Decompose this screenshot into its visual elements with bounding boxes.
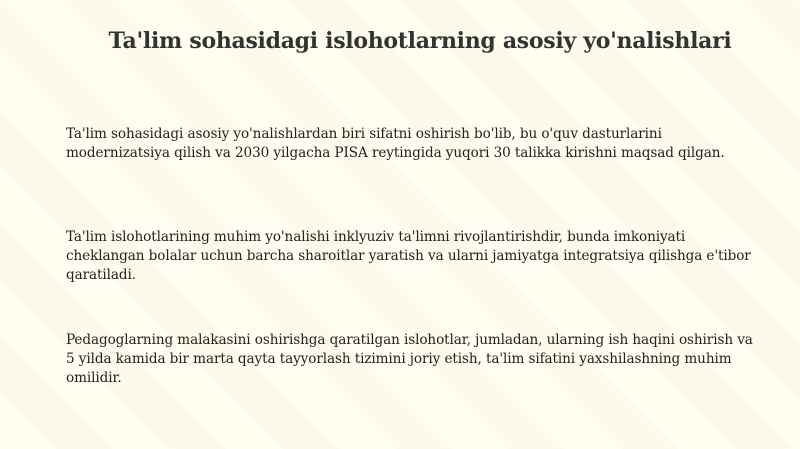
slide-title: Ta'lim sohasidagi islohotlarning asosiy yo'nalishlari xyxy=(108,28,732,54)
paragraph-inclusive: Ta'lim islohotlarining muhim yo'nalishi inklyuziv ta'limni rivojlantirishdir, bunda imkoniyati cheklangan bolalar uchun barcha sharoitlar yaratish va ularni jamiyatga integratsiya qilishga e'tibor qaratiladi. xyxy=(66,229,751,283)
paragraph-quality: Ta'lim sohasidagi asosiy yo'nalishlardan biri sifatni oshirish bo'lib, bu o'quv dasturlarini modernizatsiya qilish va 2030 yilgacha PISA reytingida yuqori 30 talikka kirishni maqsad qilgan. xyxy=(66,126,725,161)
paragraph-teachers: Pedagoglarning malakasini oshirishga qaratilgan islohotlar, jumladan, ularning ish haqini oshirish va 5 yilda kamida bir marta qayta tayyorlash tizimini joriy etish, ta'lim sifatini yaxshilashning muhim omilidir. xyxy=(66,332,753,386)
